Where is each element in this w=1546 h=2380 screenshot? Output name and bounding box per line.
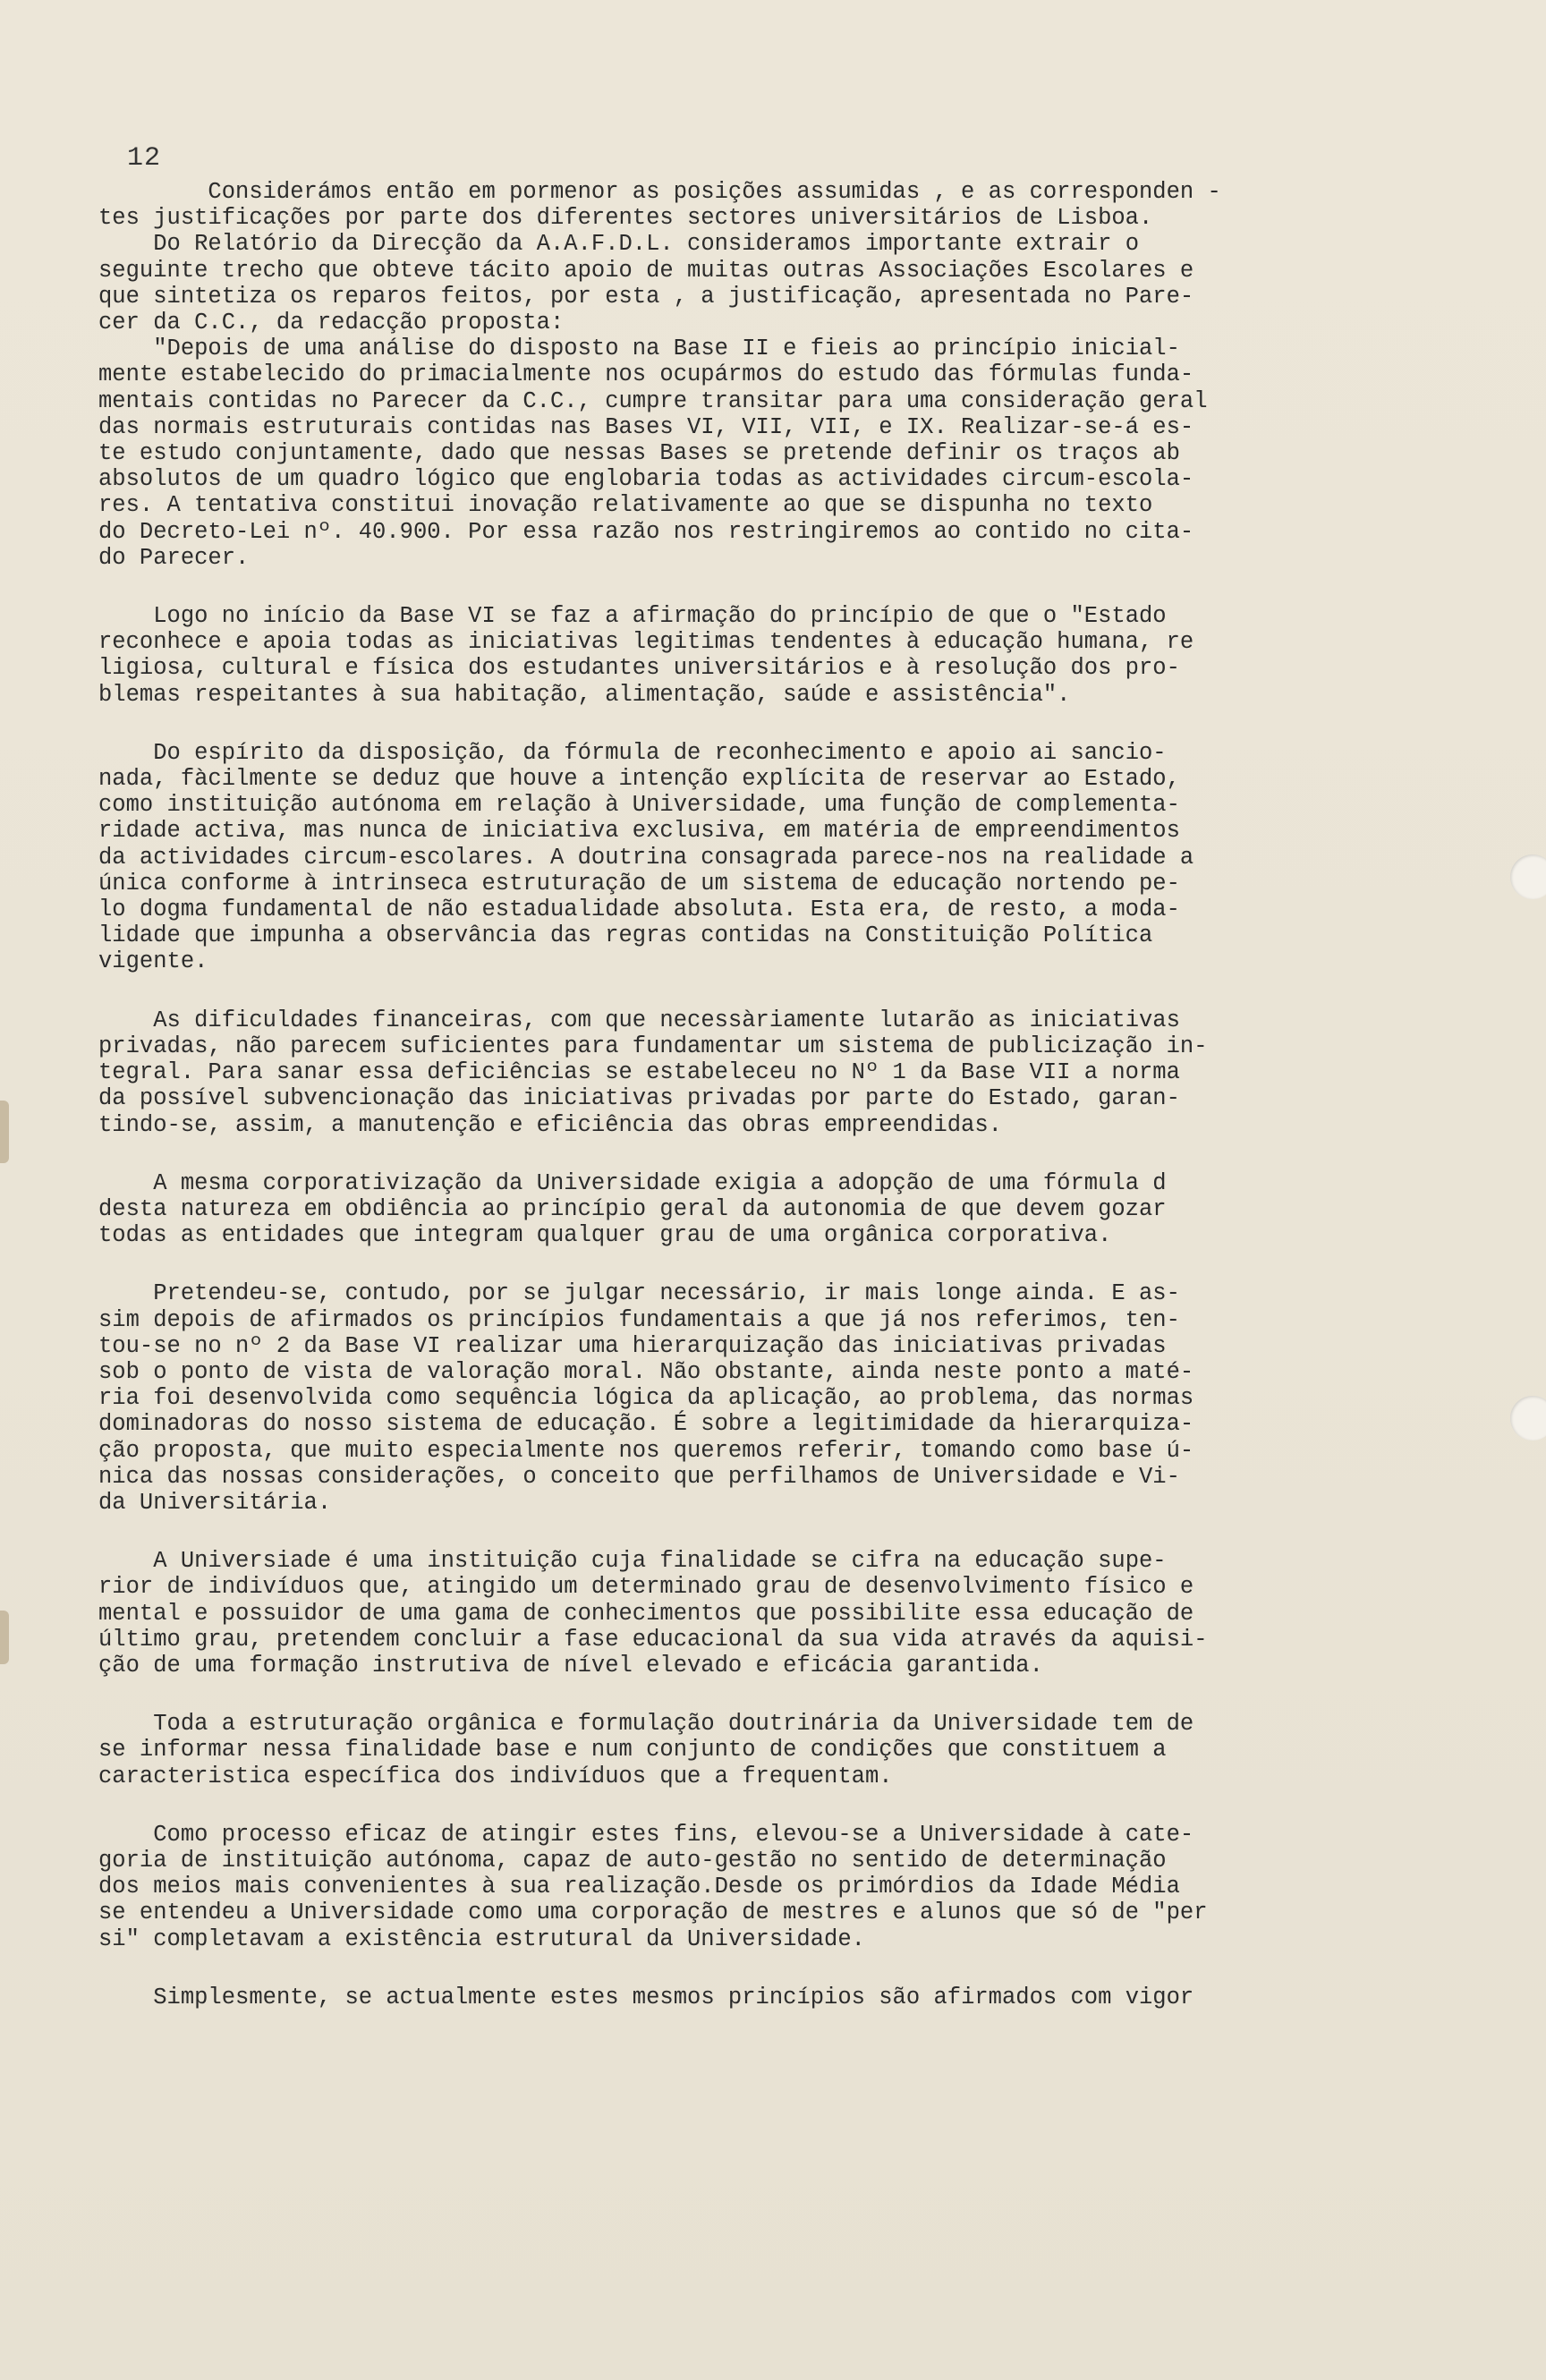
paragraph: A Universiade é uma instituição cuja finalidade se cifra na educação supe- rior de indivíduos que, atingido um determinado grau de desenvolvimento físico e mental e possuidor de uma gama de conhecimentos que possibilite essa educação de último grau, pretendem concluir a fase educacional da sua vida através da aquisi- ção de uma formação instrutiva de nível elevado e eficácia garantida.	[98, 1548, 1208, 1679]
body-text	[98, 179, 1315, 2010]
paragraph: Toda a estruturação orgânica e formulação doutrinária da Universidade tem de se informar nessa finalidade base e num conjunto de condições que constituem a caracteristica específica dos indivíduos que a frequentam.	[98, 1711, 1194, 1789]
paragraph: A mesma corporativização da Universidade exigia a adopção de uma fórmula d desta natureza em obdiência ao princípio geral da autonomia de que devem gozar todas as entidades que integram qualquer grau de uma orgânica corporativa.	[98, 1169, 1167, 1249]
paragraph: Logo no início da Base VI se faz a afirmação do princípio de que o "Estado reconhece e apoia todas as iniciativas legitimas tendentes à educação humana, re ligiosa, cultural e física dos estudantes universitários e à resolução dos pro- blemas respeitantes à sua habitação, alimentação, saúde e assistência".	[98, 603, 1194, 708]
page-number: 12	[127, 143, 162, 174]
paragraph: Considerámos então em pormenor as posições assumidas , e as corresponden - tes justificações por parte dos diferentes sectores universitários de Lisboa. Do Relatório da Direcção da A.A.F.D.L. consideramos importante extrair o seguinte trecho que obteve tácito apoio de muitas outras Associações Escolares e que sintetiza os reparos feitos, por esta , a justificação, apresentada no Pare- cer da C.C., da redacção proposta: "Depois de uma análise do disposto na Base II e fieis ao princípio inicial- mente estabelecido do primacialmente nos ocupármos do estudo das fórmulas funda- mentais contidas no Parecer da C.C., cumpre transitar para uma consideração geral das normais estruturais contidas nas Bases VI, VII, VII, e IX. Realizar-se-á es- te estudo conjuntamente, dado que nessas Bases se pretende definir os traços ab absolutos de um quadro lógico que englobaria todas as actividades circum-escola- res. A tentativa constitui inovação relativamente ao que se dispunha no texto do Decreto-Lei nº. 40.900. Por essa razão nos restringiremos ao contido no cita- do Parecer.	[98, 179, 1221, 571]
page-edge-mark	[0, 1101, 9, 1163]
paragraph: Simplesmente, se actualmente estes mesmos princípios são afirmados com vigor	[98, 1984, 1194, 2010]
paragraph: Pretendeu-se, contudo, por se julgar necessário, ir mais longe ainda. E as- sim depois de afirmados os princípios fundamentais a que já nos referimos, ten- tou-se no nº 2 da Base VI realizar uma hierarquização das iniciativas privadas sob o ponto de vista de valoração moral. Não obstante, ainda neste ponto a maté- ria foi desenvolvida como sequência lógica da aplicação, ao problema, das normas dominadoras do nosso sistema de educação. É sobre a legitimidade da hierarquiza- ção proposta, que muito especialmente nos queremos referir, tomando como base ú- nica das nossas considerações, o conceito que perfilhamos de Universidade e Vi- da Universitária.	[98, 1280, 1194, 1516]
punch-hole	[1510, 854, 1546, 899]
punch-hole	[1510, 1396, 1546, 1441]
paragraph: Como processo eficaz de atingir estes fins, elevou-se a Universidade à cate- goria de instituição autónoma, capaz de auto-gestão no sentido de determinação dos meios mais convenientes à sua realização.Desde os primórdios da Idade Média se entendeu a Universidade como uma corporação de mestres e alunos que só de "per si" completavam a existência estrutural da Universidade.	[98, 1821, 1208, 1952]
paragraph: Do espírito da disposição, da fórmula de reconhecimento e apoio ai sancio- nada, fàcilmente se deduz que houve a intenção explícita de reservar ao Estado, como instituição autónoma em relação à Universidade, uma função de complementa- ridade activa, mas nunca de iniciativa exclusiva, em matéria de empreendimentos da actividades circum-escolares. A doutrina consagrada parece-nos na realidade a única conforme à intrinseca estruturação de um sistema de educação nortendo pe- lo dogma fundamental de não estadualidade absoluta. Esta era, de resto, a moda- lidade que impunha a observância das regras contidas na Constituição Política vigente.	[98, 739, 1194, 975]
page-edge-mark	[0, 1611, 9, 1664]
paragraph: As dificuldades financeiras, com que necessàriamente lutarão as iniciativas privadas, não parecem suficientes para fundamentar um sistema de publicização in- tegral. Para sanar essa deficiências se estabeleceu no Nº 1 da Base VII a norma da possível subvencionação das iniciativas privadas por parte do Estado, garan- tindo-se, assim, a manutenção e eficiência das obras empreendidas.	[98, 1007, 1208, 1138]
